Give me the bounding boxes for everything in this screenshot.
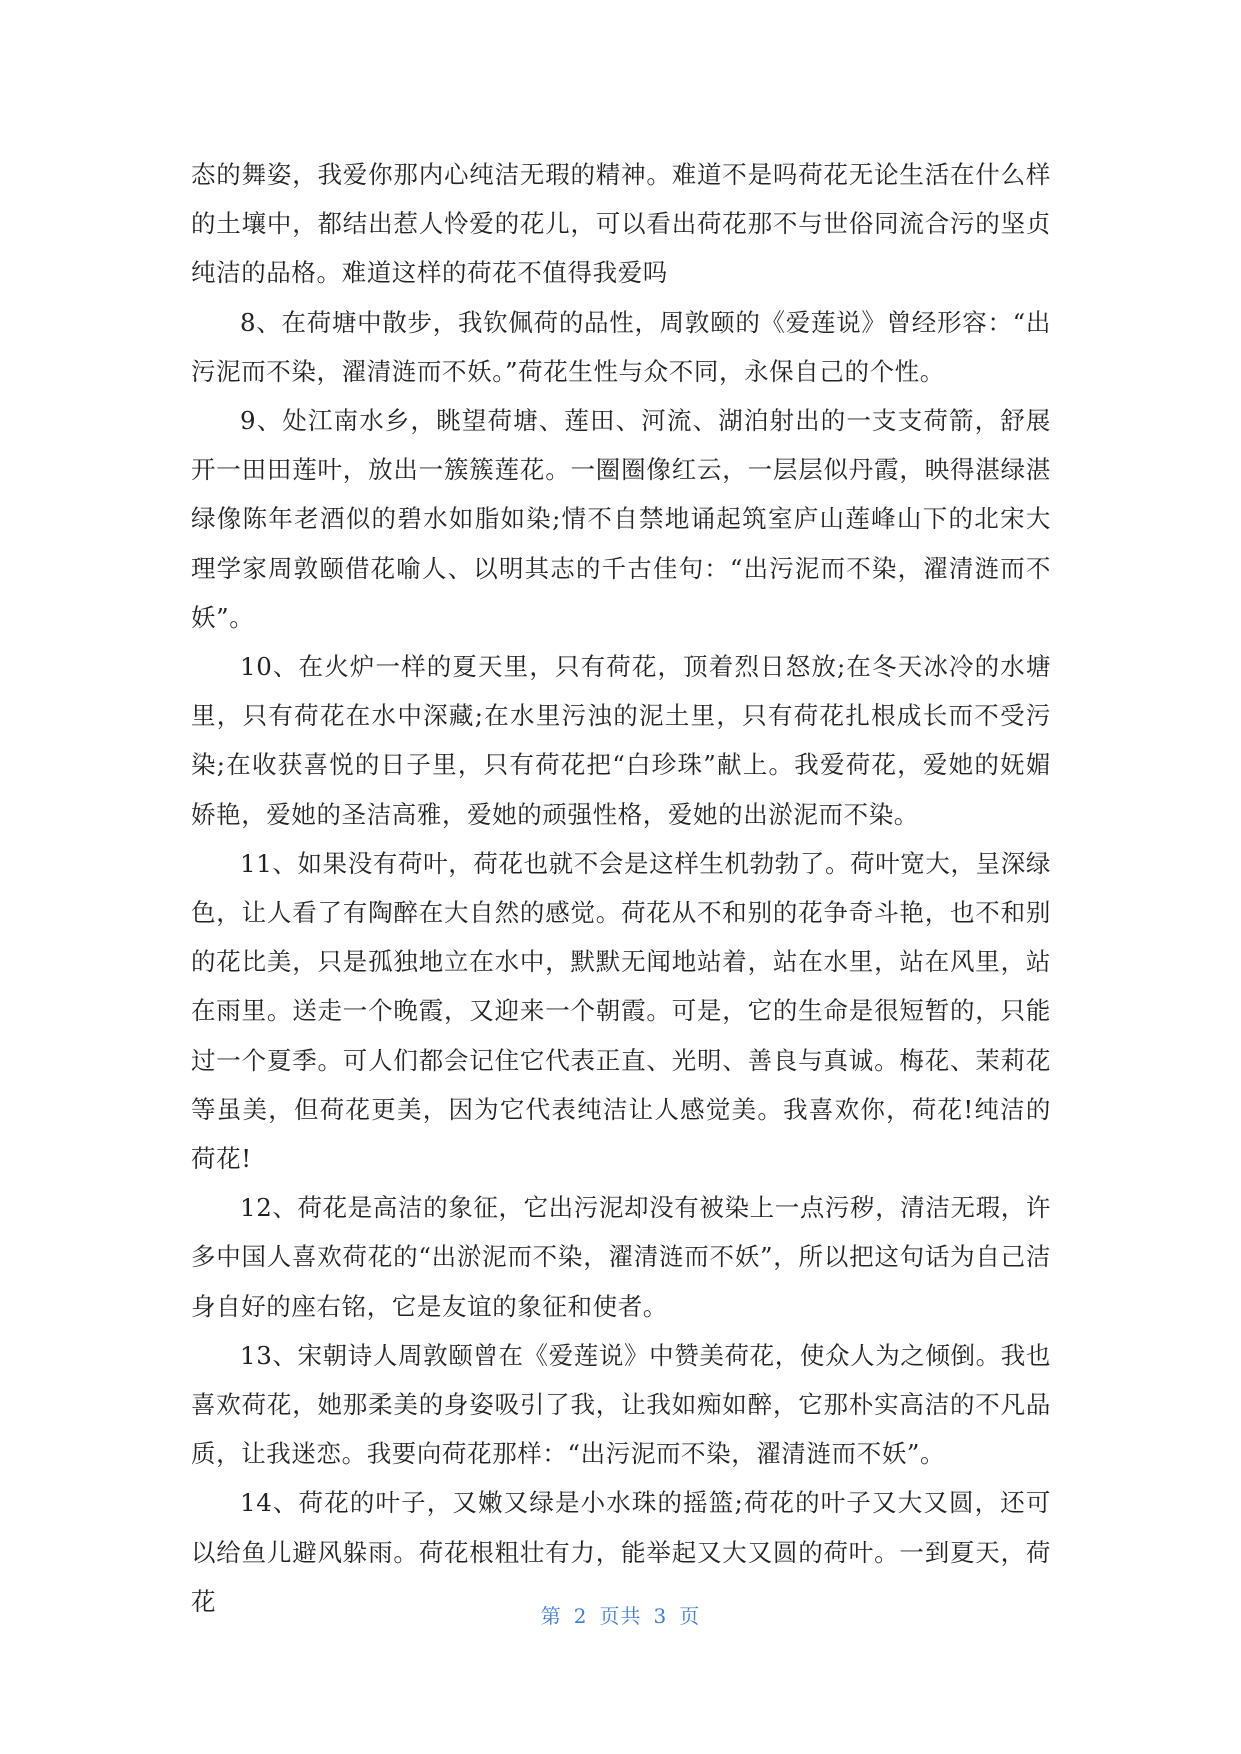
paragraph-item-10: 10、在火炉一样的夏天里，只有荷花，顶着烈日怒放;在冬天冰冷的水塘里，只有荷花在水中深藏;在水里污浊的泥土里，只有荷花扎根成长而不受污染;在收获喜悦的日子里，只有荷花把“白珍珠”献上。我爱荷花，爱她的妩媚娇艳，爱她的圣洁高雅，爱她的顽强性格，爱她的出淤泥而不染。 bbox=[191, 652, 1051, 829]
footer-suffix: 页 bbox=[679, 1604, 701, 1628]
paragraph-item-9: 9、处江南水乡，眺望荷塘、莲田、河流、湖泊射出的一支支荷箭，舒展开一田田莲叶，放出一簇簇莲花。一圈圈像红云，一层层似丹霞，映得湛绿湛绿像陈年老酒似的碧水如脂如染;情不自禁地诵起筑室庐山莲峰山下的北宋大理学家周敦颐借花喻人、以明其志的千古佳句：“出污泥而不染，濯清涟而不妖”。 bbox=[191, 406, 1051, 632]
paragraph-item-12: 12、荷花是高洁的象征，它出污泥却没有被染上一点污秽，清洁无瑕，许多中国人喜欢荷花的“出淤泥而不染，濯清涟而不妖”，所以把这句话为自己洁身自好的座右铭，它是友谊的象征和使者。 bbox=[191, 1193, 1051, 1321]
paragraph-item-11: 11、如果没有荷叶，荷花也就不会是这样生机勃勃了。荷叶宽大，呈深绿色，让人看了有陶醉在大自然的感觉。荷花从不和别的花争奇斗艳，也不和别的花比美，只是孤独地立在水中，默默无闻地站着，站在水里，站在风里，站在雨里。送走一个晚霞，又迎来一个朝霞。可是，它的生命是很短暂的，只能过一个夏季。可人们都会记住它代表正直、光明、善良与真诚。梅花、茉莉花等虽美，但荷花更美，因为它代表纯洁让人感觉美。我喜欢你，荷花!纯洁的荷花! bbox=[191, 848, 1051, 1174]
document-body bbox=[191, 150, 1051, 1626]
footer-prefix: 第 bbox=[540, 1604, 562, 1628]
paragraph-item-14: 14、荷花的叶子，又嫩又绿是小水珠的摇篮;荷花的叶子又大又圆，还可以给鱼儿避风躲雨。荷花根粗壮有力，能举起又大又圆的荷叶。一到夏天，荷花 bbox=[191, 1488, 1051, 1616]
paragraph-item-8: 8、在荷塘中散步，我钦佩荷的品性，周敦颐的《爱莲说》曾经形容：“出污泥而不染，濯清涟而不妖。”荷花生性与众不同，永保自己的个性。 bbox=[191, 307, 1051, 386]
page-footer bbox=[0, 1600, 1241, 1629]
paragraph-item-13: 13、宋朝诗人周敦颐曾在《爱莲说》中赞美荷花，使众人为之倾倒。我也喜欢荷花，她那柔美的身姿吸引了我，让我如痴如醉，它那朴实高洁的不凡品质，让我迷恋。我要向荷花那样：“出污泥而不染，濯清涟而不妖”。 bbox=[191, 1340, 1051, 1469]
footer-middle: 页共 bbox=[599, 1604, 642, 1628]
total-page-number: 3 bbox=[653, 1604, 668, 1628]
current-page-number: 2 bbox=[573, 1604, 588, 1628]
paragraph-continuation: 态的舞姿，我爱你那内心纯洁无瑕的精神。难道不是吗荷花无论生活在什么样的土壤中，都结出惹人怜爱的花儿，可以看出荷花那不与世俗同流合污的坚贞纯洁的品格。难道这样的荷花不值得我爱吗 bbox=[191, 160, 1051, 288]
